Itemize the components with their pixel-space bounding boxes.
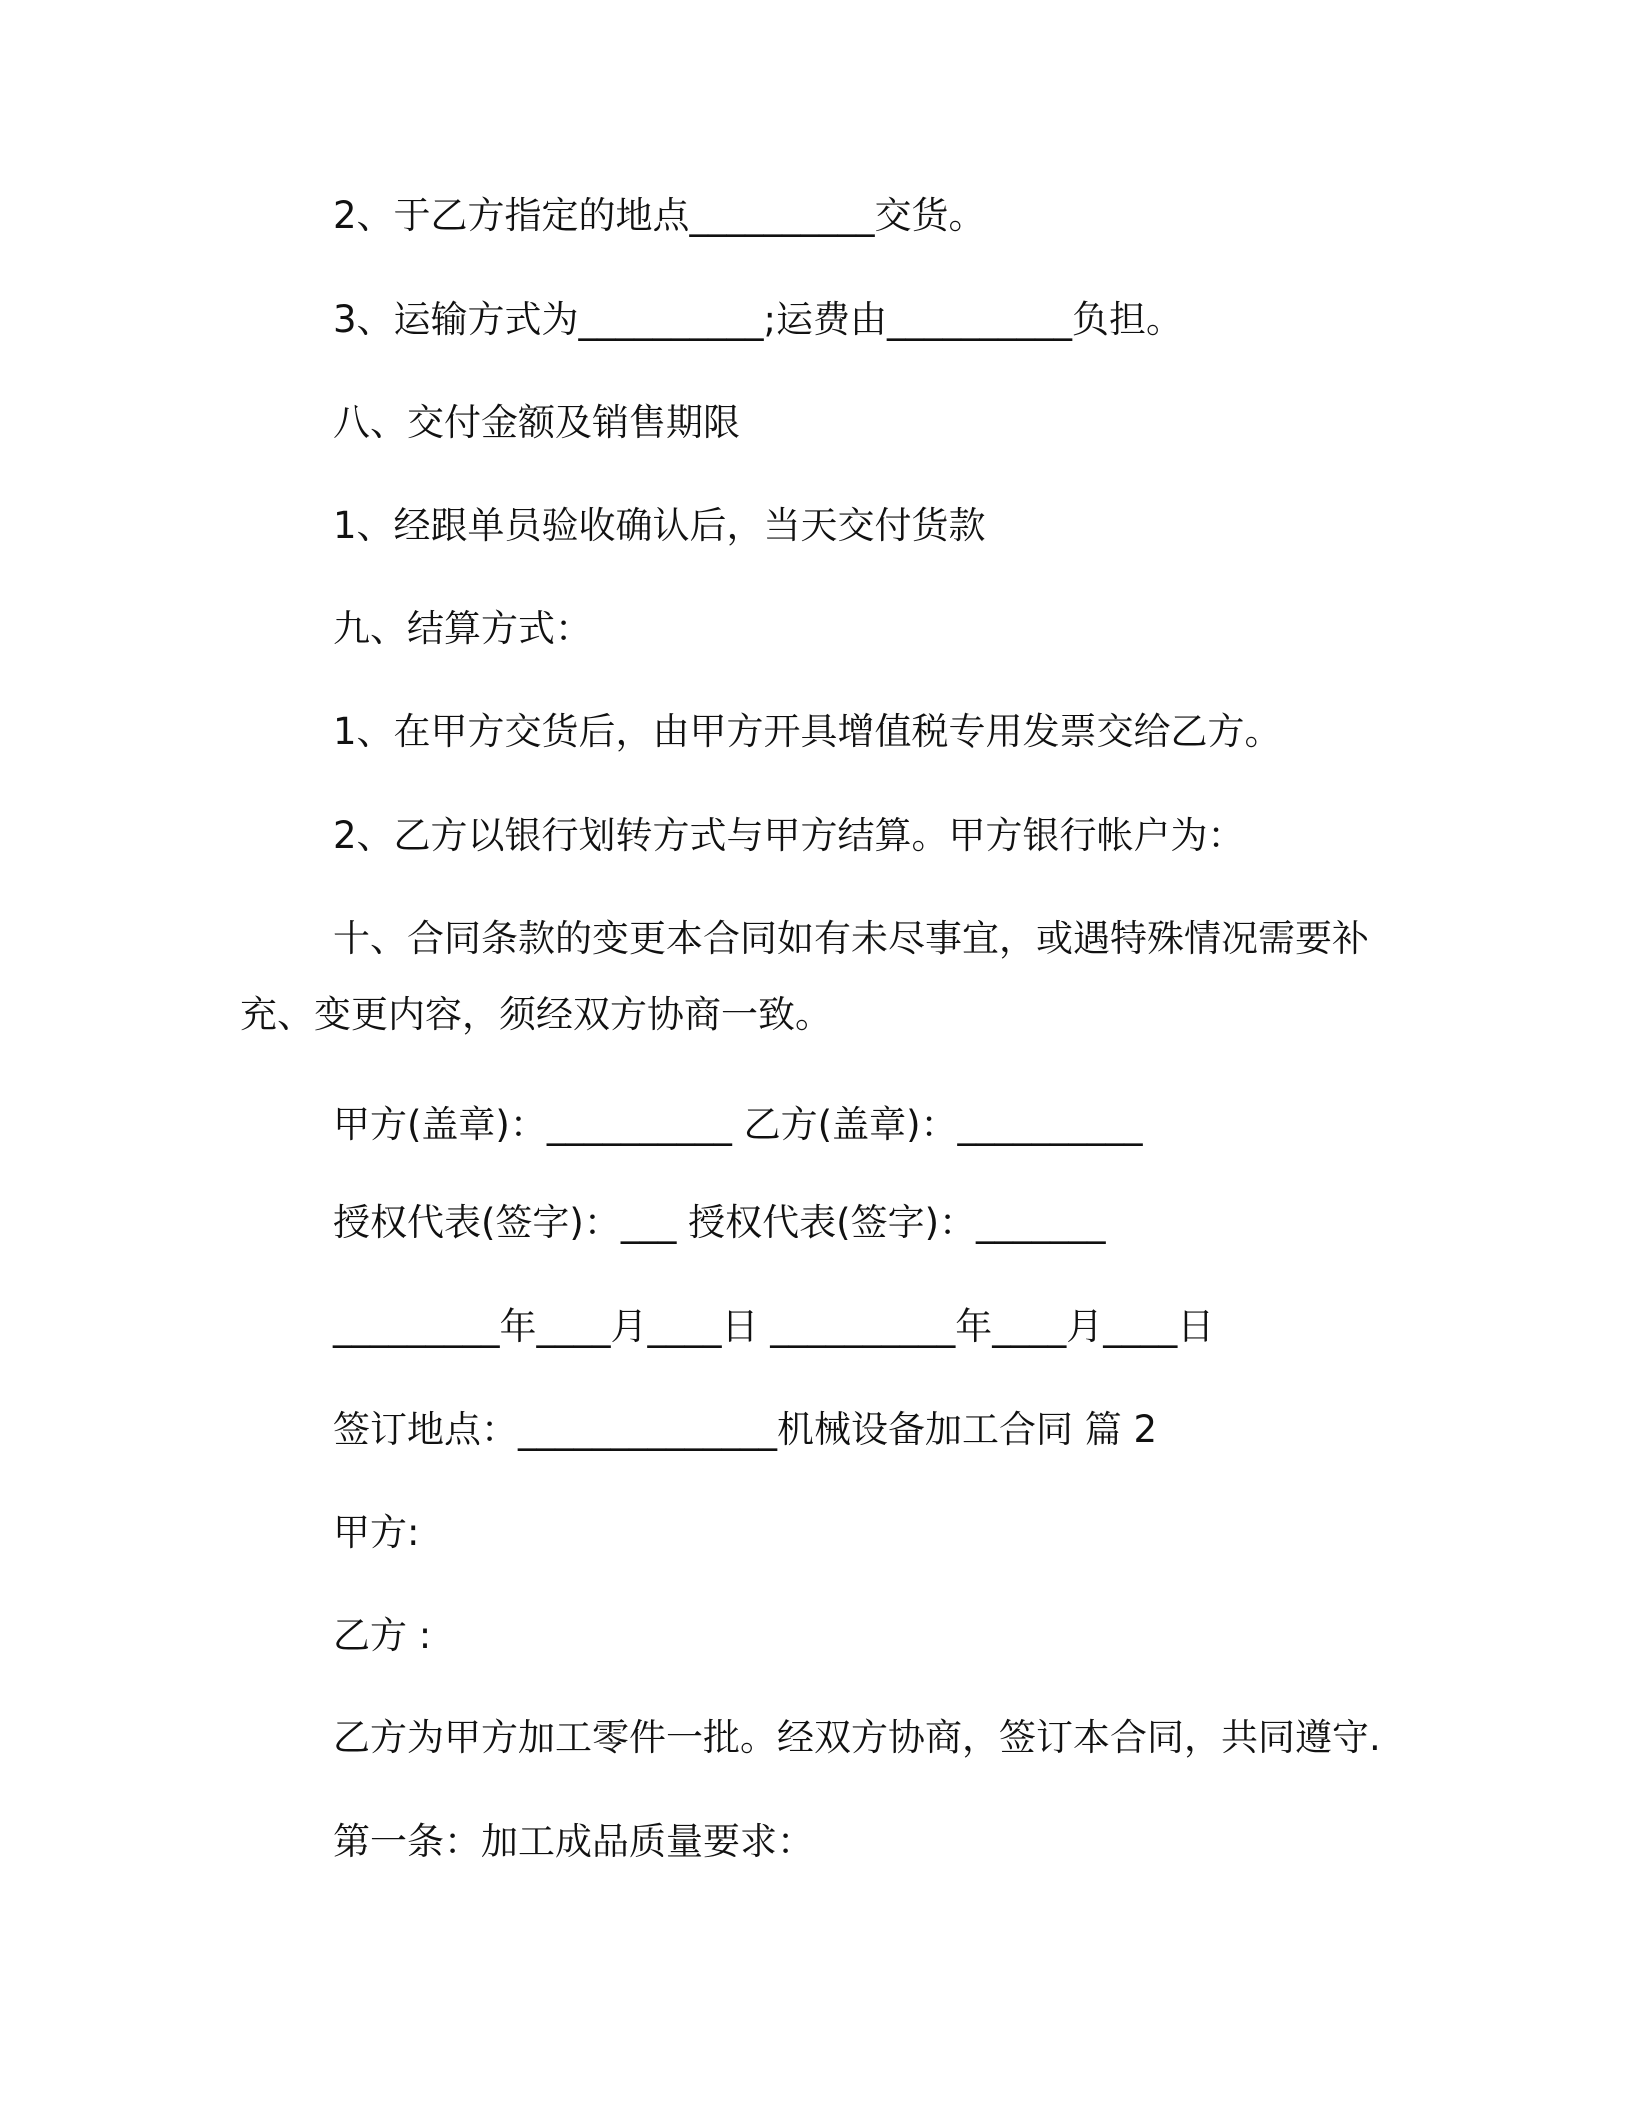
signature-seal-line: 甲方(盖章)：__________ 乙方(盖章)：__________: [333, 1103, 1143, 1146]
article-one-heading: 第一条：加工成品质量要求：: [333, 1820, 814, 1863]
clause-delivery-location: 2、于乙方指定的地点__________交货。: [333, 194, 986, 237]
clause-invoice: 1、在甲方交货后，由甲方开具增值税专用发票交给乙方。: [333, 710, 1282, 753]
clause-transport-method: 3、运输方式为__________;运费由__________负担。: [333, 298, 1184, 341]
section-heading-payment-amount: 八、交付金额及销售期限: [333, 401, 740, 444]
party-b-label: 乙方 :: [333, 1614, 432, 1657]
signature-representative-line: 授权代表(签字)：___ 授权代表(签字)：_______: [333, 1201, 1106, 1244]
signing-place-and-title: 签订地点：______________机械设备加工合同 篇 2: [333, 1408, 1158, 1451]
section-heading-amendment: 十、合同条款的变更本合同如有未尽事宜，或遇特殊情况需要补: [333, 917, 1369, 960]
section-amendment-continued: 充、变更内容，须经双方协商一致。: [240, 993, 832, 1036]
party-a-label: 甲方:: [333, 1511, 420, 1554]
clause-bank-transfer: 2、乙方以银行划转方式与甲方结算。甲方银行帐户为：: [333, 814, 1245, 857]
signature-date-line: _________年____月____日 __________年____月____日: [333, 1305, 1215, 1348]
clause-payment-timing: 1、经跟单员验收确认后，当天交付货款: [333, 504, 986, 547]
section-heading-settlement: 九、结算方式：: [333, 607, 592, 650]
contract-intro: 乙方为甲方加工零件一批。经双方协商，签订本合同，共同遵守.: [333, 1716, 1381, 1759]
